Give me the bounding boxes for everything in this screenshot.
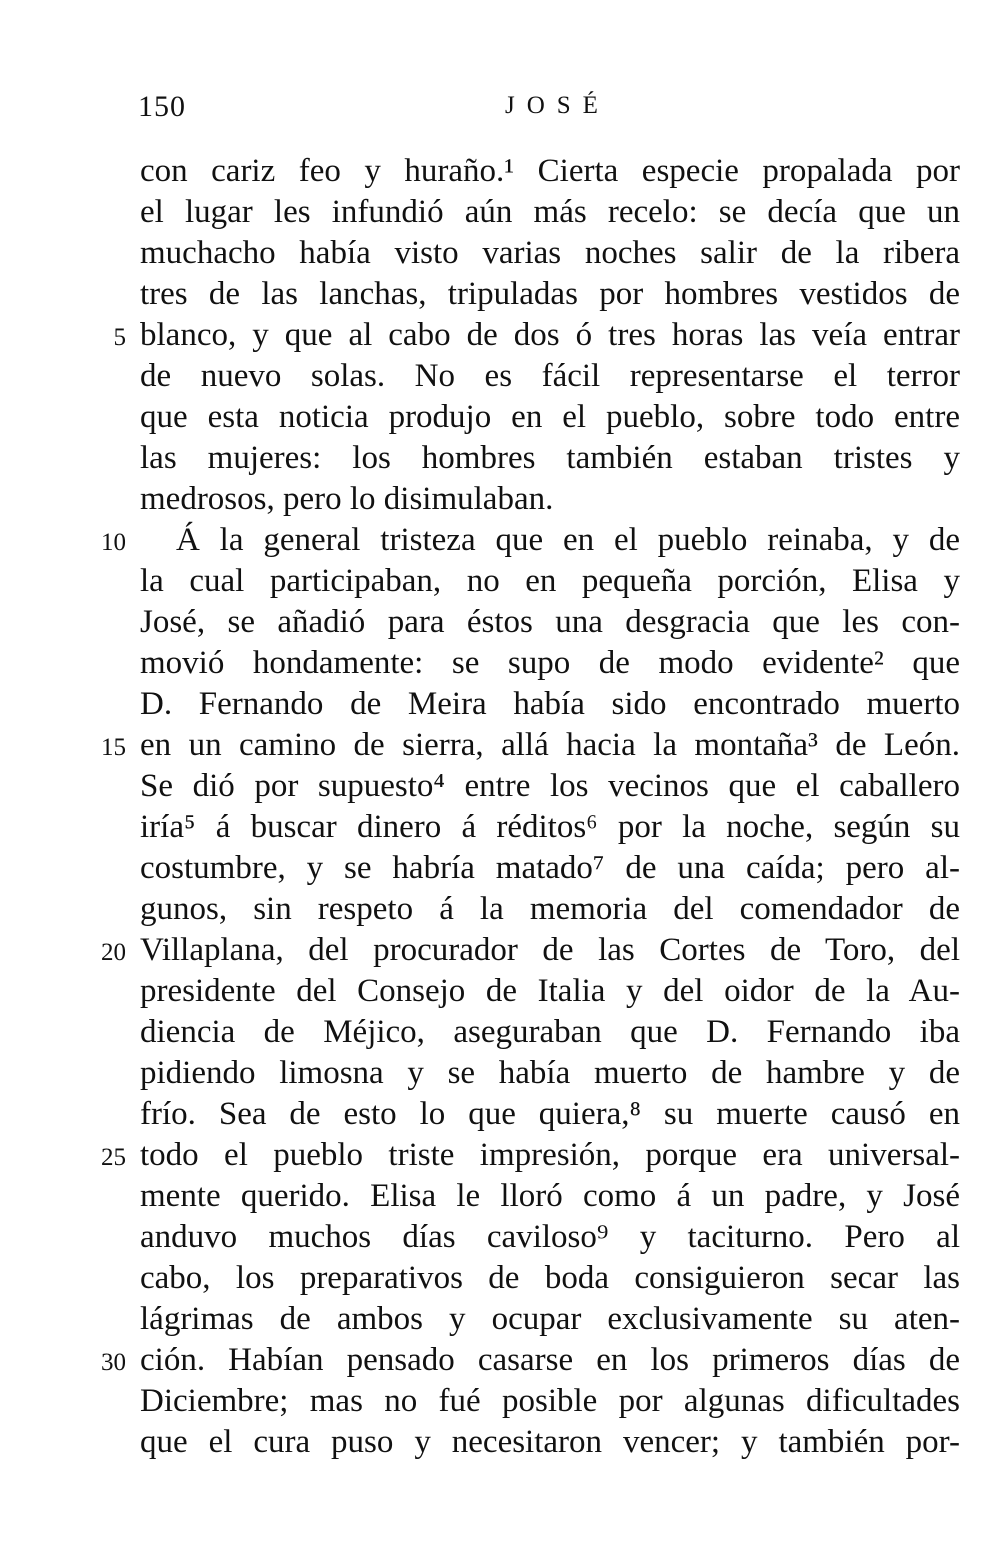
- line-number-20: 20: [101, 939, 126, 966]
- running-title: JOSÉ: [505, 92, 610, 119]
- text-line-22: diencia de Méjico, aseguraban que D. Fernando iba: [140, 1014, 960, 1050]
- line-number-30: 30: [101, 1349, 126, 1376]
- text-line-32: que el cura puso y necesitaron vencer; y también por-: [140, 1424, 960, 1460]
- text-line-18: costumbre, y se habría matado⁷ de una caída; pero al-: [140, 850, 960, 886]
- text-line-30: ción. Habían pensado casarse en los primeros días de: [140, 1342, 960, 1378]
- text-line-8: las mujeres: los hombres también estaban tristes y: [140, 440, 960, 476]
- text-line-21: presidente del Consejo de Italia y del oidor de la Au-: [140, 973, 960, 1009]
- page-number: 150: [138, 90, 186, 123]
- text-line-2: el lugar les infundió aún más recelo: se decía que un: [140, 194, 960, 230]
- text-line-27: anduvo muchos días caviloso⁹ y taciturno. Pero al: [140, 1219, 960, 1255]
- text-line-14: D. Fernando de Meira había sido encontrado muerto: [140, 686, 960, 722]
- text-line-20: Villaplana, del procurador de las Cortes de Toro, del: [140, 932, 960, 968]
- text-line-24: frío. Sea de esto lo que quiera,⁸ su muerte causó en: [140, 1096, 960, 1132]
- text-line-3: muchacho había visto varias noches salir de la ribera: [140, 235, 960, 271]
- text-line-19: gunos, sin respeto á la memoria del comendador de: [140, 891, 960, 927]
- page-header: [0, 90, 1000, 130]
- text-line-17: iría⁵ á buscar dinero á réditos⁶ por la noche, según su: [140, 809, 960, 845]
- text-line-15: en un camino de sierra, allá hacia la montaña³ de León.: [140, 727, 960, 763]
- line-number-5: 5: [113, 324, 126, 351]
- text-line-12: José, se añadió para éstos una desgracia que les con-: [140, 604, 960, 640]
- line-number-15: 15: [101, 734, 126, 761]
- text-line-5: blanco, y que al cabo de dos ó tres horas las veía entrar: [140, 317, 960, 353]
- text-line-31: Diciembre; mas no fué posible por algunas dificultades: [140, 1383, 960, 1419]
- line-number-10: 10: [101, 529, 126, 556]
- text-line-6: de nuevo solas. No es fácil representarse el terror: [140, 358, 960, 394]
- text-line-25: todo el pueblo triste impresión, porque era universal-: [140, 1137, 960, 1173]
- text-line-7: que esta noticia produjo en el pueblo, sobre todo entre: [140, 399, 960, 435]
- text-line-29: lágrimas de ambos y ocupar exclusivamente su aten-: [140, 1301, 960, 1337]
- text-line-9: medrosos, pero lo disimulaban.: [140, 481, 554, 517]
- text-line-28: cabo, los preparativos de boda consiguieron secar las: [140, 1260, 960, 1296]
- text-line-26: mente querido. Elisa le lloró como á un padre, y José: [140, 1178, 960, 1214]
- line-number-25: 25: [101, 1144, 126, 1171]
- text-line-16: Se dió por supuesto⁴ entre los vecinos que el caballero: [140, 768, 960, 804]
- text-line-10: Á la general tristeza que en el pueblo reinaba, y de: [176, 522, 960, 558]
- text-line-23: pidiendo limosna y se había muerto de hambre y de: [140, 1055, 960, 1091]
- text-line-4: tres de las lanchas, tripuladas por hombres vestidos de: [140, 276, 960, 312]
- text-line-13: movió hondamente: se supo de modo evidente² que: [140, 645, 960, 681]
- text-line-1: con cariz feo y huraño.¹ Cierta especie propalada por: [140, 153, 960, 189]
- text-line-11: la cual participaban, no en pequeña porción, Elisa y: [140, 563, 960, 599]
